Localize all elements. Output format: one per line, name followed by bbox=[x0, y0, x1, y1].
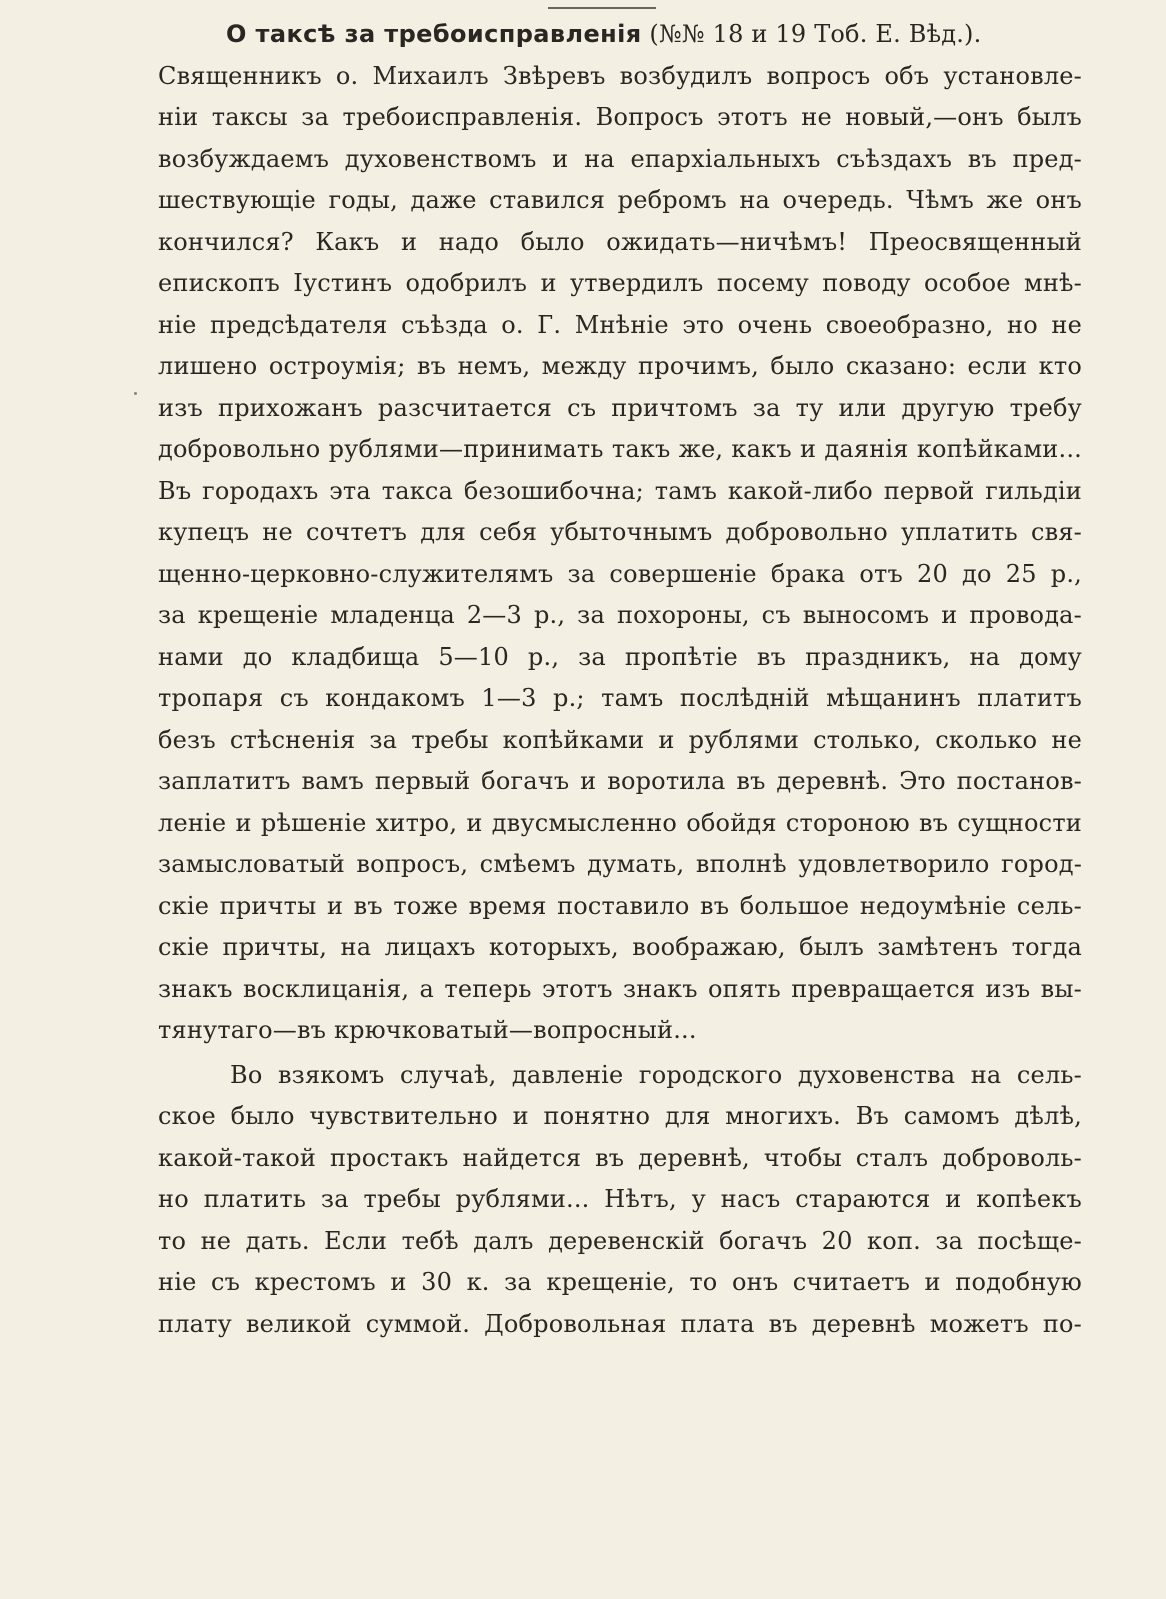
article-title-source: (№№ 18 и 19 Тоб. Е. Вѣд.). bbox=[649, 20, 982, 48]
text-line: ніе предсѣдателя съѣзда о. Г. Мнѣніе это очень своеобразно, но не bbox=[158, 310, 1082, 339]
text-line: знакъ восклицанія, а теперь этотъ знакъ опять превращается изъ вы- bbox=[158, 974, 1082, 1003]
text-line: скіе причты, на лицахъ которыхъ, воображаю, былъ замѣтенъ тогда bbox=[158, 933, 1082, 961]
article-title-bold: О таксѣ за требоисправленія bbox=[226, 20, 642, 48]
text-line: изъ прихожанъ разсчитается съ причтомъ за ту или другую требу bbox=[158, 393, 1082, 422]
paragraph-2 bbox=[158, 1055, 1082, 1346]
text-line: скіе причты и въ тоже время поставило въ большое недоумѣніе сель- bbox=[158, 891, 1082, 920]
text-line: Въ городахъ эта такса безошибочна; тамъ какой-либо первой гильдіи bbox=[158, 476, 1082, 505]
article-title bbox=[158, 14, 1082, 56]
text-line: тропаря съ кондакомъ 1—3 р.; тамъ послѣдній мѣщанинъ платитъ bbox=[158, 684, 1082, 712]
paragraph-1 bbox=[158, 56, 1082, 1052]
text-line: лишено остроумія; въ немъ, между прочимъ, было сказано: если кто bbox=[158, 352, 1082, 380]
text-line: ніи таксы за требоисправленія. Вопросъ этотъ не новый,—онъ былъ bbox=[158, 103, 1082, 131]
text-line: добровольно рублями—принимать такъ же, какъ и даянія копѣйками... bbox=[158, 435, 1082, 463]
text-line: то не дать. Если тебѣ далъ деревенскій богачъ 20 коп. за посѣще- bbox=[158, 1226, 1082, 1255]
text-line: тянутаго—въ крючковатый—вопросный... bbox=[158, 1016, 697, 1044]
text-line: плату великой суммой. Добровольная плата въ деревнѣ можетъ по- bbox=[158, 1309, 1082, 1338]
text-line: шествующіе годы, даже ставился ребромъ на очередь. Чѣмъ же онъ bbox=[158, 186, 1082, 214]
margin-dot bbox=[134, 392, 137, 395]
article-body bbox=[158, 14, 1082, 1345]
text-line: но платить за требы рублями... Нѣтъ, у насъ стараются и копѣекъ bbox=[158, 1185, 1082, 1213]
text-line: заплатитъ вамъ первый богачъ и воротила въ деревнѣ. Это постанов- bbox=[158, 767, 1082, 795]
text-line: безъ стѣсненія за требы копѣйками и рублями столько, сколько не bbox=[158, 725, 1082, 754]
text-line: епископъ Іустинъ одобрилъ и утвердилъ посему поводу особое мнѣ- bbox=[158, 269, 1082, 297]
text-line: щенно-церковно-служителямъ за совершеніе брака отъ 20 до 25 р., bbox=[158, 559, 1082, 588]
text-line: замысловатый вопросъ, смѣемъ думать, вполнѣ удовлетворило город- bbox=[158, 850, 1082, 878]
text-line: ніе съ крестомъ и 30 к. за крещеніе, то онъ считаетъ и подобную bbox=[158, 1268, 1082, 1296]
text-line: Священникъ о. Михаилъ Звѣревъ возбудилъ вопросъ объ установле- bbox=[158, 61, 1082, 90]
text-line: нами до кладбища 5—10 р., за пропѣтіе въ праздникъ, на дому bbox=[158, 642, 1082, 671]
header-rule bbox=[548, 7, 656, 9]
text-line: ское было чувствительно и понятно для многихъ. Въ самомъ дѣлѣ, bbox=[158, 1102, 1082, 1130]
text-line: за крещеніе младенца 2—3 р., за похороны, съ выносомъ и провода- bbox=[158, 601, 1082, 629]
text-line: возбуждаемъ духовенствомъ и на епархіальныхъ съѣздахъ въ пред- bbox=[158, 144, 1082, 173]
text-line: купецъ не сочтетъ для себя убыточнымъ добровольно уплатить свя- bbox=[158, 518, 1082, 546]
text-line: Во взякомъ случаѣ, давленіе городского духовенства на сель- bbox=[230, 1060, 1082, 1089]
text-line: кончился? Какъ и надо было ожидать—ничѣмъ! Преосвященный bbox=[158, 227, 1082, 256]
text-line: леніе и рѣшеніе хитро, и двусмысленно обойдя стороною въ сущности bbox=[158, 808, 1082, 837]
text-line: какой-такой простакъ найдется въ деревнѣ, чтобы сталъ доброволь- bbox=[158, 1143, 1082, 1172]
